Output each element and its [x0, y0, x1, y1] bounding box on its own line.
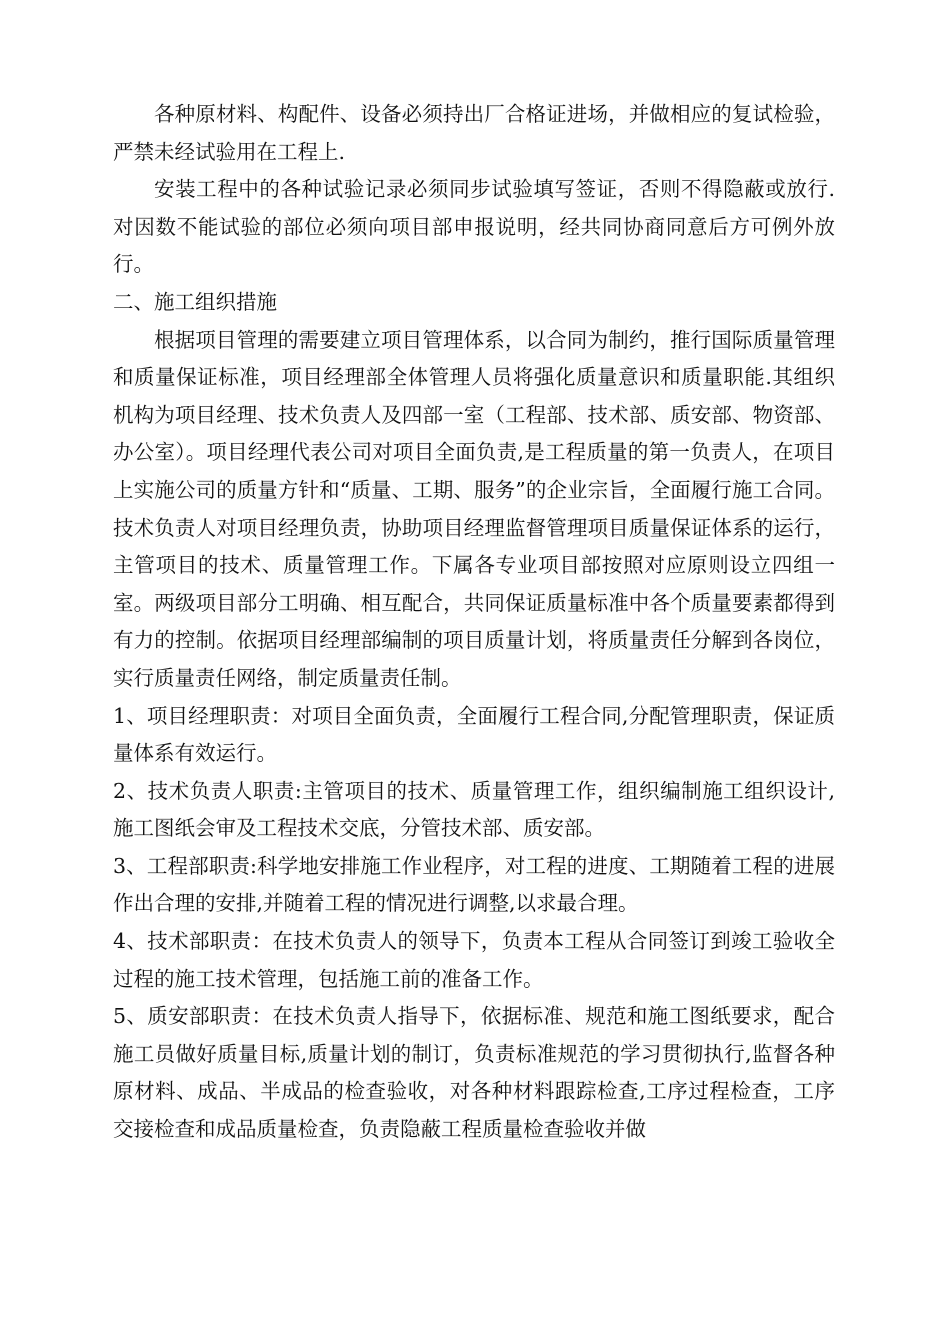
paragraph-management-system: 根据项目管理的需要建立项目管理体系，以合同为制约，推行国际质量管理和质量保证标准，项目经理部全体管理人员将强化质量意识和质量职能.其组织机构为项目经理、技术负责人及四部一室（工程部、技术部、质安部、物资部、办公室）。项目经理代表公司对项目全面负责,是工程质量的第一负责人，在项目上实施公司的质量方针和“质量、工期、服务”的企业宗旨，全面履行施工合同。技术负责人对项目经理负责，协助项目经理监督管理项目质量保证体系的运行，主管项目的技术、质量管理工作。下属各专业项目部按照对应原则设立四组一室。两级项目部分工明确、相互配合，共同保证质量标准中各个质量要素都得到有力的控制。依据项目经理部编制的项目质量计划，将质量责任分解到各岗位，实行质量责任网络，制定质量责任制。: [113, 327, 835, 690]
document-body: [113, 96, 835, 1149]
list-item-technical-lead-duties: 2、技术负责人职责:主管项目的技术、质量管理工作，组织编制施工组织设计,施工图纸会审及工程技术交底，分管技术部、质安部。: [113, 778, 835, 841]
list-item-project-manager-duties: 1、项目经理职责：对项目全面负责，全面履行工程合同,分配管理职责，保证质量体系有效运行。: [113, 703, 835, 766]
paragraph-test-records: 安装工程中的各种试验记录必须同步试验填写签证，否则不得隐蔽或放行.对因数不能试验的部位必须向项目部申报说明，经共同协商同意后方可例外放行。: [113, 177, 835, 277]
paragraph-material-inspection: 各种原材料、构配件、设备必须持出厂合格证进场，并做相应的复试检验，严禁未经试验用在工程上.: [113, 102, 835, 164]
list-item-engineering-dept-duties: 3、工程部职责:科学地安排施工作业程序，对工程的进度、工期随着工程的进展作出合理的安排,并随着工程的情况进行调整,以求最合理。: [113, 853, 835, 916]
list-item-technical-dept-duties: 4、技术部职责：在技术负责人的领导下，负责本工程从合同签订到竣工验收全过程的施工技术管理，包括施工前的准备工作。: [113, 929, 835, 991]
list-item-quality-safety-dept-duties: 5、质安部职责：在技术负责人指导下，依据标准、规范和施工图纸要求，配合施工员做好质量目标,质量计划的制订，负责标准规范的学习贯彻执行,监督各种原材料、成品、半成品的检查验收，对各种材料跟踪检查,工序过程检查，工序交接检查和成品质量检查，负责隐蔽工程质量检查验收并做: [113, 1004, 835, 1142]
section-heading-organization-measures: 二、施工组织措施: [113, 289, 277, 314]
